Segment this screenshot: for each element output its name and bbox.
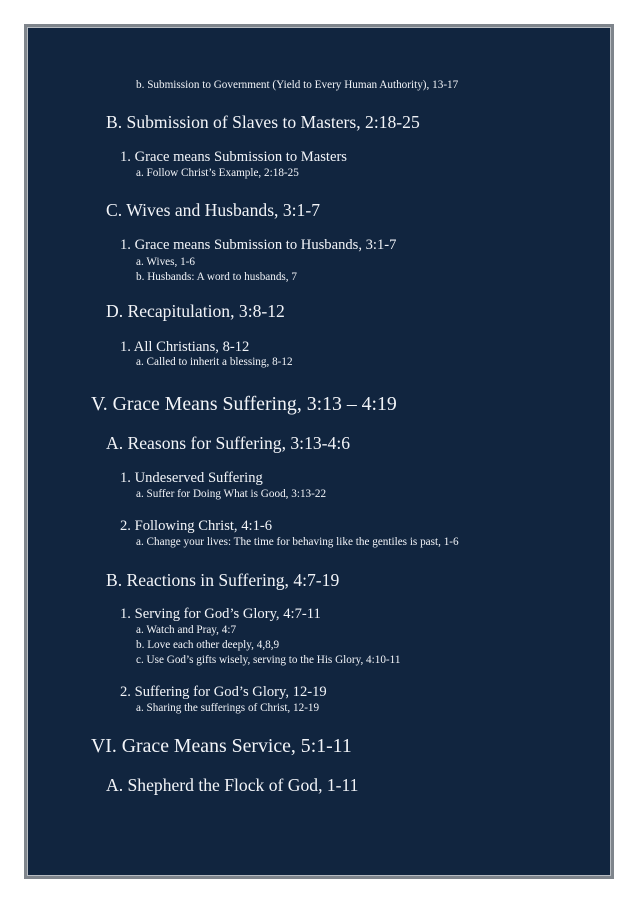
outline-item-a-doing-good: a. Suffer for Doing What is Good, 3:13-22 [136,488,327,500]
outline-item-b-husbands: b. Husbands: A word to husbands, 7 [136,271,297,283]
outline-item-a-watch-pray: a. Watch and Pray, 4:7 [136,624,237,636]
outline-point-2-following-christ: 2. Following Christ, 4:1-6 [120,518,273,534]
page-frame [24,24,614,879]
outline-page [27,27,611,876]
outline-major-v-suffering: V. Grace Means Suffering, 3:13 – 4:19 [91,393,397,415]
outline-point-2-suffering-glory: 2. Suffering for God’s Glory, 12-19 [120,684,327,700]
outline-section-a-shepherd: A. Shepherd the Flock of God, 1-11 [106,775,359,795]
outline-section-c-wives-husbands: C. Wives and Husbands, 3:1-7 [106,200,320,220]
outline-point-1-serving: 1. Serving for God’s Glory, 4:7-11 [120,606,321,622]
outline-point-1-masters: 1. Grace means Submission to Masters [120,149,347,165]
outline-item-c-gifts: c. Use God’s gifts wisely, serving to the His Glory, 4:10-11 [136,654,401,666]
outline-item-b-government: b. Submission to Government (Yield to Every Human Authority), 13-17 [136,79,459,91]
outline-item-b-love: b. Love each other deeply, 4,8,9 [136,639,280,651]
outline-point-1-undeserved: 1. Undeserved Suffering [120,470,263,486]
outline-section-a-reasons: A. Reasons for Suffering, 3:13-4:6 [106,433,351,453]
outline-point-1-all-christians: 1. All Christians, 8-12 [120,339,250,355]
outline-item-a-blessing: a. Called to inherit a blessing, 8-12 [136,356,293,368]
outline-item-a-christs-example: a. Follow Christ’s Example, 2:18-25 [136,167,299,179]
outline-section-b-reactions: B. Reactions in Suffering, 4:7-19 [106,570,340,590]
outline-item-a-wives: a. Wives, 1-6 [136,256,195,268]
outline-section-d-recapitulation: D. Recapitulation, 3:8-12 [106,301,285,321]
outline-point-1-husbands: 1. Grace means Submission to Husbands, 3:1-7 [120,237,397,253]
outline-item-a-change-lives: a. Change your lives: The time for behaving like the gentiles is past, 1-6 [136,536,459,548]
outline-item-a-sharing: a. Sharing the sufferings of Christ, 12-19 [136,702,320,714]
outline-section-b-slaves: B. Submission of Slaves to Masters, 2:18-25 [106,112,420,132]
outline-major-vi-service: VI. Grace Means Service, 5:1-11 [91,735,352,757]
